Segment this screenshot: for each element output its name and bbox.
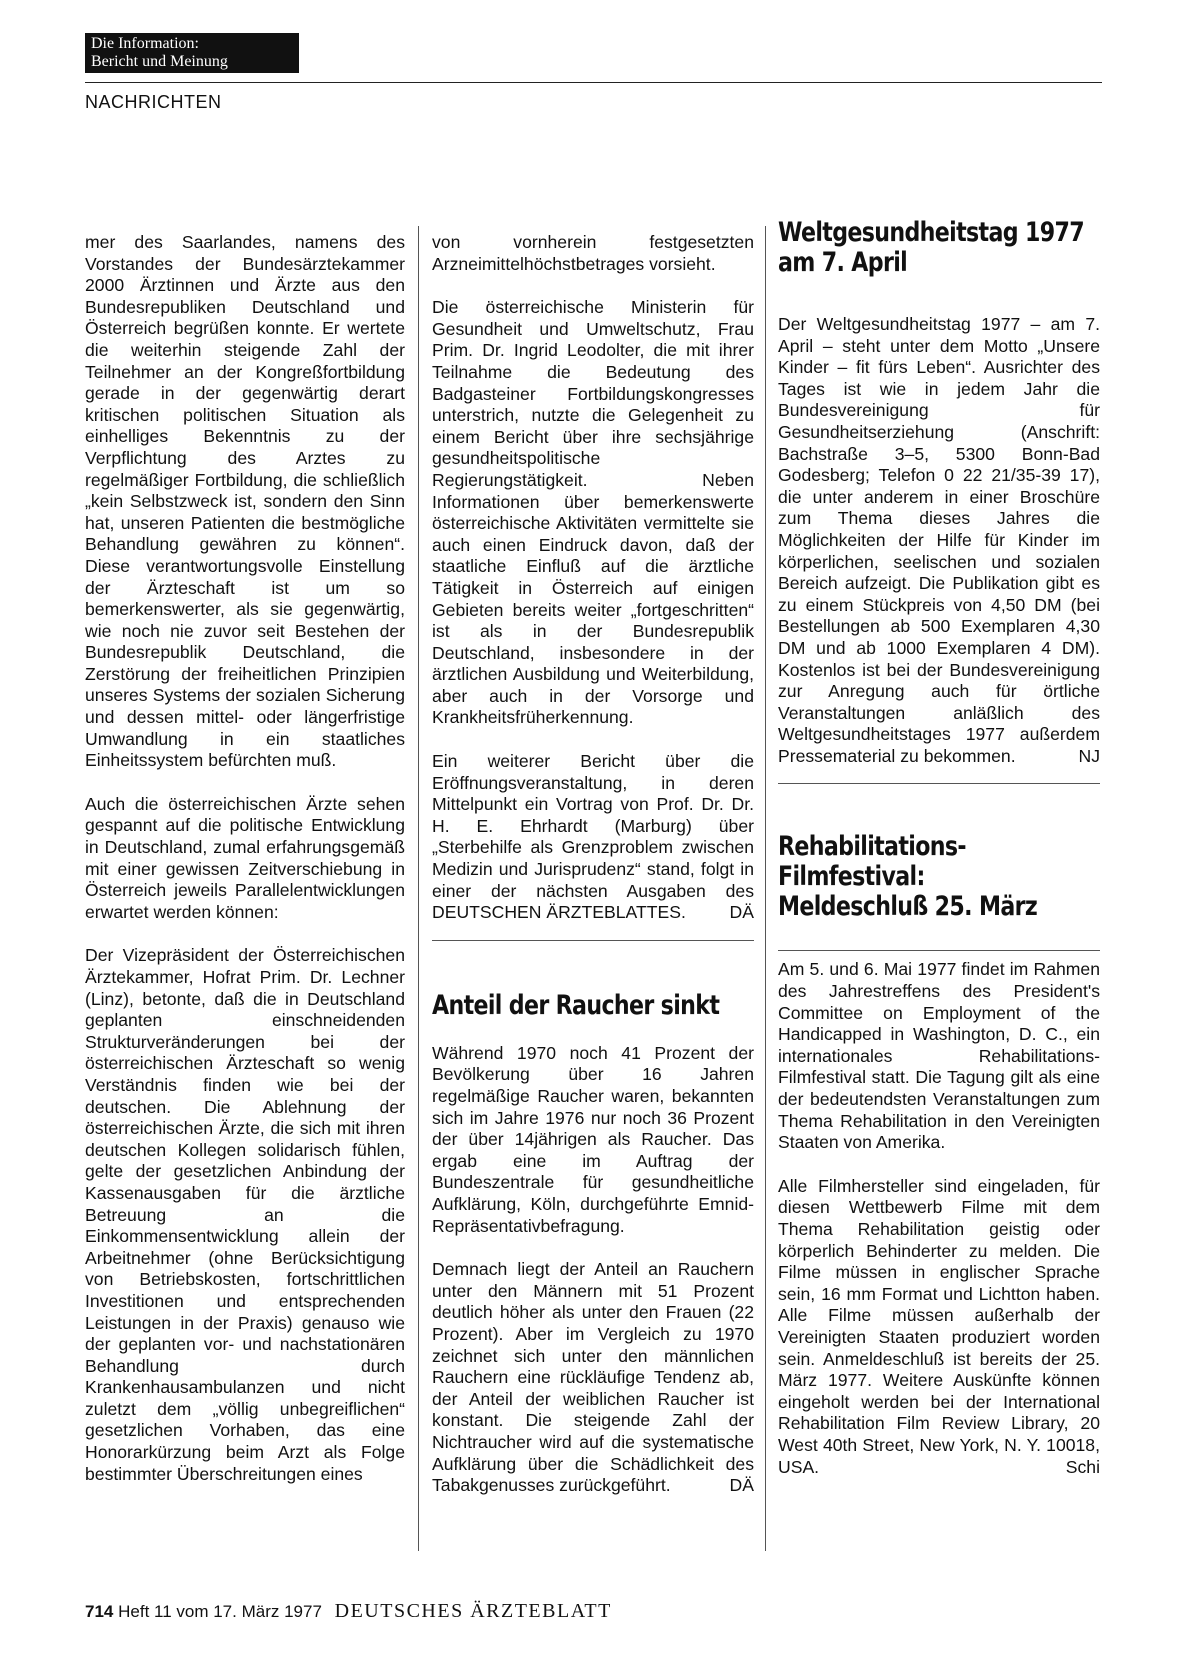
article-headline-raucher: Anteil der Raucher sinkt — [432, 989, 720, 1021]
author-signature: NJ — [1078, 745, 1100, 766]
col3-paragraph-2: Am 5. und 6. Mai 1977 findet im Rahmen des Jahrestreffens des President's Committee on Employment of the Handicapped in Washington, D. C., ein internationales Rehabilitations-Filmfestival statt. Die Tagung gilt als eine der bedeutendsten Veranstaltungen zum Thema Rehabilitation in den Vereinigten Staaten von Amerika. — [778, 959, 1100, 1153]
headline2-line3: Meldeschluß 25. März — [778, 891, 1038, 923]
col2-paragraph-4: Während 1970 noch 41 Prozent der Bevölkerung über 16 Jahren regelmäßige Raucher waren, bekannten sich im Jahre 1976 nur noch 36 Prozent der über 14jährigen als Raucher. Das ergab eine im Auftrag der Bundeszentrale für gesundheitliche Aufklärung, Köln, durchgeführte Emnid-Repräsentativbefragung. — [432, 1042, 754, 1236]
header-box-line2: Bericht und Meinung — [91, 53, 228, 70]
issue-info: Heft 11 vom 17. März 1977 — [118, 1602, 322, 1621]
col2-paragraph-5-text: Demnach liegt der Anteil an Rauchern unter den Männern mit 51 Prozent deutlich höher als unter den Frauen (22 Prozent). Aber im Vergleich zu 1970 zeichnet sich unter den männlichen Rauchern eine rückläufige Tendenz ab, der Anteil der weiblichen Raucher ist konstant. Die steigende Zahl der Nichtraucher wird auf die systematische Aufklärung über die Schädlichkeit des Tabakgenusses zurückgeführt. — [432, 1259, 754, 1496]
article-divider — [432, 940, 754, 941]
article-headline-weltgesundheitstag — [778, 217, 1084, 278]
col2-paragraph-1: von vornherein festgesetzten Arzneimittelhöchstbetrages vorsieht. — [432, 232, 754, 274]
article-divider — [778, 783, 1100, 784]
author-signature: DÄ — [729, 1475, 754, 1496]
section-header-box — [85, 33, 299, 73]
journal-title: DEUTSCHES ÄRZTEBLATT — [334, 1600, 612, 1622]
column-divider-2 — [765, 226, 766, 1551]
column-1 — [85, 232, 405, 1507]
article-headline-filmfestival — [778, 832, 1042, 922]
col3-paragraph-3-text: Alle Filmhersteller sind eingeladen, für diesen Wettbewerb Filme mit dem Thema Rehabilitation geistig oder körperlich Behinderter zu melden. Die Filme müssen in englischer Sprache sein, 16 mm Format und Lichtton haben. Alle Filme müssen außerhalb der Vereinigten Staaten produziert worden sein. Anmeldeschluß ist bereits der 25. März 1977. Weitere Auskünfte können eingeholt werden bei der International Rehabilitation Film Review Library, 20 West 40th Street, New York, N. Y. 10018, USA. — [778, 1175, 1100, 1477]
col1-paragraph-2: Auch die österreichischen Ärzte sehen gespannt auf die politische Entwicklung in Deutschland, zumal erfahrungsgemäß mit einer gewissen Zeitverschiebung in Österreich jeweils Parallelentwicklungen erwartet werden können: — [85, 793, 405, 922]
col3-paragraph-1 — [778, 314, 1100, 767]
section-label: NACHRICHTEN — [85, 92, 222, 112]
col1-paragraph-3: Der Vizepräsident der Österreichischen Ärztekammer, Hofrat Prim. Dr. Lechner (Linz), betonte, daß die in Deutschland geplanten einschneidenden Strukturveränderungen bei der österreichischen Ärzteschaft so wenig Verständnis finden wie bei der deutschen. Die Ablehnung der österreichischen Ärzte, die sich mit ihren deutschen Kollegen solidarisch fühlen, gelte der gesetzlichen Anbindung der Kassenausgaben für die ärztliche Betreuung an die Einkommensentwicklung allein der Arbeitnehmer (ohne Berücksichtigung von Betriebskosten, fortschrittlichen Investitionen und entsprechenden Leistungen in der Praxis) genauso wie der geplanten vor- und nachstationären Behandlung durch Krankenhausambulanzen und nicht zuletzt dem „völlig unbegreiflichen“ gesetzlichen Vorhaben, das eine Honorarkürzung beim Arzt als Folge bestimmter Überschreitungen eines — [85, 945, 405, 1484]
headline2-line1: Rehabilitations- — [778, 831, 966, 863]
col3-paragraph-1-text: Der Weltgesundheitstag 1977 – am 7. April – steht unter dem Motto „Unsere Kinder – fit fürs Leben“. Ausrichter des Tages ist wie in jedem Jahr die Bundesvereinigung für Gesundheitserziehung (Anschrift: Bachstraße 3–5, 5300 Bonn-Bad Godesberg; Telefon 0 22 21/35-39 17), die unter anderem in einer Broschüre zum Thema dieses Jahres die Möglichkeiten der Hilfe für Kinder im körperlichen, seelischen und sozialen Bereich aufzeigt. Die Publikation gibt es zu einem Stückpreis von 4,50 DM (bei Bestellungen ab 500 Exemplaren 4,30 DM und ab 1000 Exemplaren 4 DM). Kostenlos ist bei der Bundesvereinigung zur Anregung auch für örtliche Veranstaltungen anläßlich des Weltgesundheitstages 1977 außerdem Pressematerial zu bekommen. — [778, 314, 1100, 766]
author-signature: DÄ — [729, 902, 754, 923]
col2-paragraph-2: Die österreichische Ministerin für Gesundheit und Umweltschutz, Frau Prim. Dr. Ingrid Leodolter, die mit ihrer Teilnahme die Bedeutung des Badgasteiner Fortbildungskongresses unterstrich, nutzte die Gelegenheit zu einem Bericht über ihre sechsjährige gesundheitspolitische Regierungstätigkeit. Neben Informationen über bemerkenswerte österreichische Aktivitäten vermittelte sie auch einen Eindruck davon, daß der staatliche Einfluß auf die ärztliche Tätigkeit in Österreich auf einigen Gebieten bereits weiter „fortgeschritten“ ist als in der Bundesrepublik Deutschland, insbesondere in der ärztlichen Ausbildung und Weiterbildung, aber auch in der Vorsorge und Krankheitsfrüherkennung. — [432, 297, 754, 728]
col1-paragraph-1: mer des Saarlandes, namens des Vorstandes der Bundesärztekammer 2000 Ärztinnen und Ärzte aus den Bundesrepubliken Deutschland und Österreich begrüßen konnte. Er wertete die weiterhin steigende Zahl der Teilnehmer an der Kongreßfortbildung gerade in der gegenwärtig derart kritischen politischen Situation als einhelliges Bekenntnis zu der Verpflichtung des Arztes zu regelmäßiger Fortbildung, die schließlich „kein Selbstzweck ist, sondern den Sinn hat, unseren Patienten die bestmögliche Behandlung gewähren zu können“. Diese verantwortungsvolle Einstellung der Ärzteschaft ist um so bemerkenswerter, als sie gegenwärtig, wie noch nie zuvor seit Bestehen der Bundesrepublik Deutschland, die Zerstörung der freiheitlichen Prinzipien unseres Systems der sozialen Sicherung und dessen mittel- oder längerfristige Umwandlung in ein staatliches Einheitssystem befürchten muß. — [85, 232, 405, 771]
col3-paragraph-3 — [778, 1176, 1100, 1478]
page-footer — [85, 1600, 612, 1623]
page-number: 714 — [85, 1602, 114, 1621]
column-2 — [432, 232, 754, 1519]
col2-paragraph-5 — [432, 1259, 754, 1497]
headline1-line1: Weltgesundheitstag 1977 — [778, 217, 1084, 248]
col2-paragraph-3-text: Ein weiterer Bericht über die Eröffnungsveranstaltung, in deren Mittelpunkt ein Vortrag von Prof. Dr. Dr. H. E. Ehrhardt (Marburg) über „Sterbehilfe als Grenzproblem zwischen Medizin und Jurisprudenz“ stand, folgt in einer der nächsten Ausgaben des DEUTSCHEN ÄRZTEBLATTES. — [432, 751, 754, 923]
headline1-line2: am 7. April — [778, 247, 908, 278]
col2-paragraph-3 — [432, 751, 754, 924]
header-box-line1: Die Information: — [91, 35, 199, 52]
headline2-line2: Filmfestival: — [778, 861, 925, 893]
article-divider — [778, 950, 1100, 951]
column-divider-1 — [418, 226, 419, 1551]
header-rule — [85, 82, 1102, 83]
column-3 — [778, 217, 1100, 1500]
author-signature: Schi — [1065, 1456, 1100, 1477]
